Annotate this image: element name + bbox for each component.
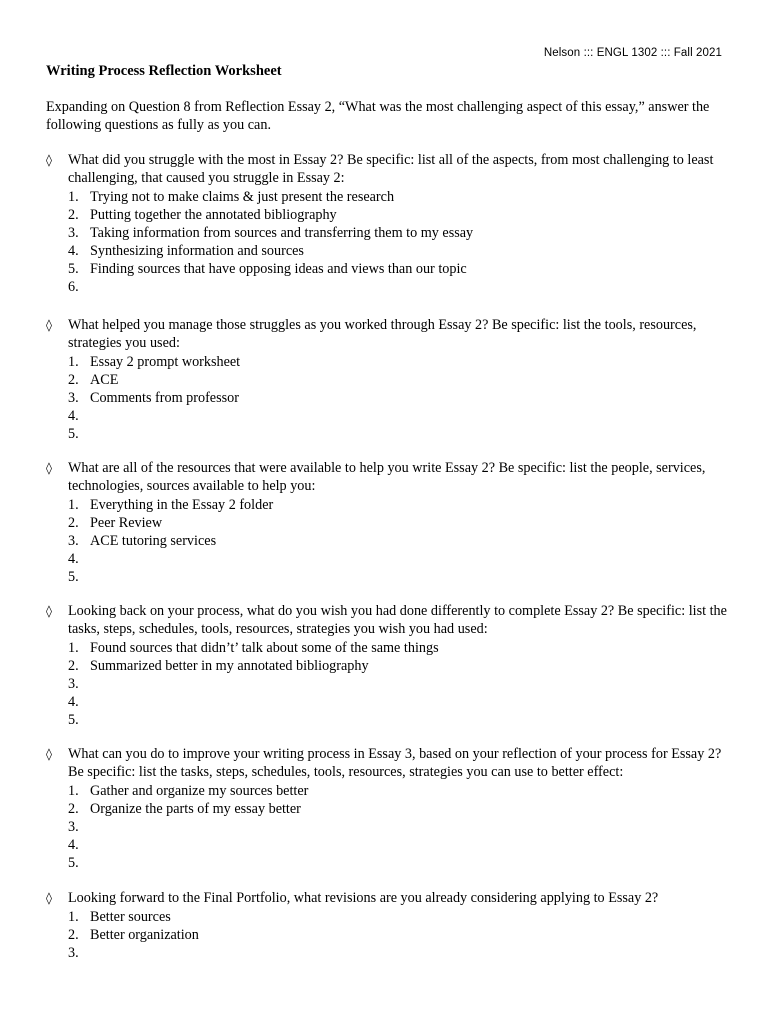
answer-item — [46, 188, 736, 206]
question-row — [46, 152, 736, 188]
answer-text: Peer Review — [90, 514, 163, 531]
question-text: What are all of the resources that were available to help you write Essay 2? Be specific: list the people, services, technologies, sources available to help you: — [68, 460, 706, 494]
answer-item — [46, 206, 736, 224]
question-text: What helped you manage those struggles as you worked through Essay 2? Be specific: list the tools, resources, strategies you used: — [68, 317, 697, 351]
answer-item — [46, 260, 736, 278]
answer-text: Comments from professor — [90, 389, 239, 406]
answer-item — [46, 639, 736, 657]
question-text: Looking back on your process, what do you wish you had done differently to complete Essay 2? Be specific: list the tasks, steps, schedules, tools, resources, strategies you wish you had used: — [68, 603, 727, 637]
answer-number: 5. — [68, 854, 79, 871]
answer-number: 5. — [68, 568, 79, 585]
answer-list — [46, 639, 736, 729]
question-section — [46, 603, 736, 729]
answer-item — [46, 389, 736, 407]
answer-number: 5. — [68, 260, 79, 277]
answer-text: Synthesizing information and sources — [90, 242, 304, 259]
answer-item — [46, 224, 736, 242]
answer-item — [46, 818, 736, 836]
answer-number: 1. — [68, 782, 79, 799]
answer-number: 4. — [68, 550, 79, 567]
answer-number: 2. — [68, 657, 79, 674]
answer-number: 2. — [68, 800, 79, 817]
question-text: What can you do to improve your writing process in Essay 3, based on your reflection of your process for Essay 2? Be specific: list the tasks, steps, schedules, tools, resources, strategies you can use to better effect: — [68, 746, 722, 780]
answer-number: 3. — [68, 532, 79, 549]
answer-number: 3. — [68, 389, 79, 406]
question-row — [46, 460, 736, 496]
answer-list — [46, 908, 736, 962]
course-header: Nelson ::: ENGL 1302 ::: Fall 2021 — [543, 47, 722, 59]
answer-number: 2. — [68, 206, 79, 223]
answer-item — [46, 568, 736, 586]
answer-number: 5. — [68, 711, 79, 728]
answer-list — [46, 496, 736, 586]
answer-item — [46, 782, 736, 800]
answer-number: 6. — [68, 278, 79, 295]
answer-text: Found sources that didn’t’ talk about some of the same things — [90, 639, 439, 656]
answer-number: 3. — [68, 818, 79, 835]
answer-number: 4. — [68, 693, 79, 710]
answer-number: 3. — [68, 944, 79, 961]
answer-item — [46, 800, 736, 818]
answer-number: 1. — [68, 353, 79, 370]
answer-item — [46, 514, 736, 532]
diamond-bullet-icon: ◊ — [46, 891, 52, 905]
answer-item — [46, 693, 736, 711]
diamond-bullet-icon: ◊ — [46, 604, 52, 618]
answer-number: 1. — [68, 639, 79, 656]
diamond-bullet-icon: ◊ — [46, 153, 52, 167]
question-row — [46, 746, 736, 782]
answer-number: 2. — [68, 371, 79, 388]
answer-number: 2. — [68, 514, 79, 531]
answer-text: Gather and organize my sources better — [90, 782, 309, 799]
answer-number: 5. — [68, 425, 79, 442]
question-section — [46, 152, 736, 296]
answer-number: 3. — [68, 675, 79, 692]
page-title: Writing Process Reflection Worksheet — [46, 63, 282, 79]
answer-text: Taking information from sources and transferring them to my essay — [90, 224, 474, 241]
answer-list — [46, 782, 736, 872]
answer-item — [46, 407, 736, 425]
answer-item — [46, 532, 736, 550]
answer-text: Essay 2 prompt worksheet — [90, 353, 241, 370]
diamond-bullet-icon: ◊ — [46, 461, 52, 475]
answer-number: 4. — [68, 242, 79, 259]
answer-number: 1. — [68, 908, 79, 925]
answer-number: 3. — [68, 224, 79, 241]
answer-list — [46, 353, 736, 443]
answer-text: Better sources — [90, 908, 171, 925]
answer-item — [46, 711, 736, 729]
question-section — [46, 460, 736, 586]
question-text: What did you struggle with the most in Essay 2? Be specific: list all of the aspects, from most challenging to least challenging, that caused you struggle in Essay 2: — [68, 152, 714, 186]
answer-item — [46, 657, 736, 675]
answer-text: Trying not to make claims & just present the research — [90, 188, 395, 205]
answer-number: 1. — [68, 188, 79, 205]
question-section — [46, 317, 736, 443]
answer-text: Finding sources that have opposing ideas and views than our topic — [90, 260, 467, 277]
question-text: Looking forward to the Final Portfolio, what revisions are you already considering applying to Essay 2? — [68, 890, 659, 906]
answer-number: 2. — [68, 926, 79, 943]
answer-item — [46, 278, 736, 296]
answer-item — [46, 836, 736, 854]
question-section — [46, 746, 736, 872]
answer-text: Better organization — [90, 926, 199, 943]
answer-text: Everything in the Essay 2 folder — [90, 496, 274, 513]
answer-item — [46, 496, 736, 514]
answer-text: Putting together the annotated bibliography — [90, 206, 337, 223]
answer-item — [46, 926, 736, 944]
question-row — [46, 890, 736, 908]
answer-item — [46, 371, 736, 389]
diamond-bullet-icon: ◊ — [46, 747, 52, 761]
answer-item — [46, 675, 736, 693]
answer-item — [46, 425, 736, 443]
question-section — [46, 890, 736, 962]
answer-item — [46, 550, 736, 568]
question-row — [46, 603, 736, 639]
answer-number: 1. — [68, 496, 79, 513]
question-row — [46, 317, 736, 353]
answer-item — [46, 353, 736, 371]
diamond-bullet-icon: ◊ — [46, 318, 52, 332]
answer-item — [46, 908, 736, 926]
answer-text: ACE tutoring services — [90, 532, 217, 549]
answer-text: Organize the parts of my essay better — [90, 800, 301, 817]
intro-paragraph: Expanding on Question 8 from Reflection Essay 2, “What was the most challenging aspect of this essay,” answer the following questions as fully as you can. — [46, 99, 710, 133]
answer-text: Summarized better in my annotated bibliography — [90, 657, 369, 674]
answer-item — [46, 944, 736, 962]
answer-number: 4. — [68, 407, 79, 424]
answer-text: ACE — [90, 371, 119, 388]
answer-number: 4. — [68, 836, 79, 853]
answer-list — [46, 188, 736, 296]
answer-item — [46, 242, 736, 260]
answer-item — [46, 854, 736, 872]
